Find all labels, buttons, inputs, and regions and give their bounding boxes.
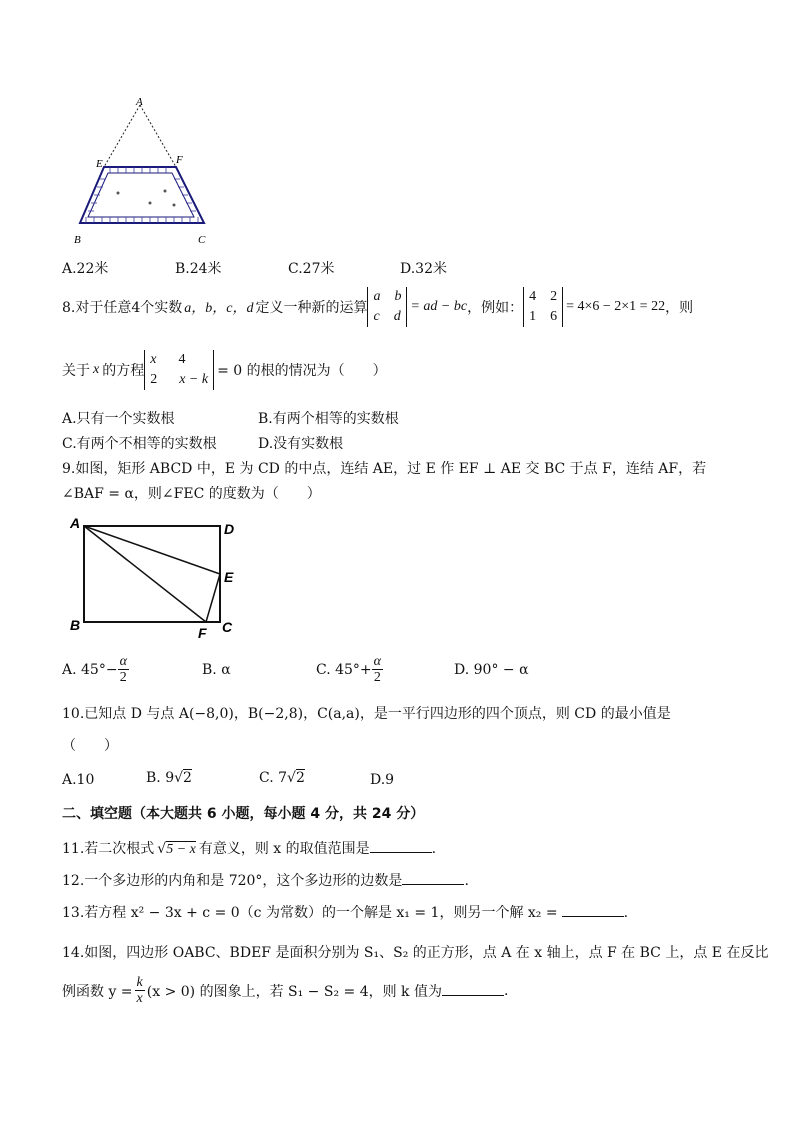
q10-line1: 10.已知点 D 与点 A(−8,0)，B(−2,8)，C(a,a)，是一平行四边形的四个顶点，则 CD 的最小值是 xyxy=(62,706,671,722)
det-cell: x xyxy=(150,352,157,367)
q7-option-b: B.24米 xyxy=(175,261,222,277)
q8-option-a: A.只有一个实数根 xyxy=(62,411,175,427)
q8-vars: a，b，c，d xyxy=(184,301,254,316)
q8-option-c: C.有两个不相等的实数根 xyxy=(62,436,217,452)
q13-end: . xyxy=(623,905,629,921)
q13-blank xyxy=(562,902,624,917)
q10-opt-b-text: B. 9 xyxy=(146,770,175,786)
q7-label-a: A xyxy=(136,96,143,108)
q8-line2-mid: 的方程 xyxy=(102,363,145,379)
q9-option-b: B. α xyxy=(202,662,231,678)
q7-label-b: B xyxy=(74,234,81,246)
det-cell: x − k xyxy=(179,372,209,387)
frac-num: α xyxy=(119,654,127,669)
det-cell: 4 xyxy=(529,289,537,304)
q7-label-c: C xyxy=(198,234,206,246)
q9-label-b: B xyxy=(70,617,81,633)
q10-option-b xyxy=(146,770,192,786)
q13 xyxy=(62,902,628,922)
q14-frac xyxy=(135,975,145,1006)
q11-end: . xyxy=(431,841,437,857)
q8-example-val: = 4×6 − 2×1 = 22 xyxy=(566,299,666,314)
sqrt-icon: √ xyxy=(287,770,296,786)
q12 xyxy=(62,870,469,890)
det-cell: c xyxy=(373,309,380,324)
q9-label-e: E xyxy=(224,569,234,585)
det-cell: a xyxy=(373,289,381,304)
q8-line2-lead: 关于 xyxy=(62,363,90,379)
q8-mid: 定义一种新的运算 xyxy=(255,300,368,316)
det-cell: 2 xyxy=(550,289,558,304)
q9-label-d: D xyxy=(224,521,235,537)
frac-num: k xyxy=(136,975,143,990)
det-cell: 2 xyxy=(150,372,158,387)
q8-line2-tail: = 0 的根的情况为（ ） xyxy=(217,363,387,379)
q8-line2-x: x xyxy=(93,362,100,377)
q9-line2: ∠BAF = α，则∠FEC 的度数为（ ） xyxy=(62,486,321,502)
q10-option-d: D.9 xyxy=(370,772,395,788)
q8-def: = ad − bc xyxy=(410,299,468,314)
q7-label-e: E xyxy=(96,158,103,170)
q11-pre: 11.若二次根式 xyxy=(62,841,155,857)
q14-line1: 14.如图，四边形 OABC、BDEF 是面积分别为 S₁、S₂ 的正方形，点 A 在 x 轴上，点 F 在 BC 上，点 E 在反比 xyxy=(62,945,769,961)
q9-opt-c-frac xyxy=(372,654,383,685)
q9-label-c: C xyxy=(222,619,233,635)
q8-line1 xyxy=(62,287,693,327)
q8-option-b: B.有两个相等的实数根 xyxy=(258,411,399,427)
q7-option-c: C.27米 xyxy=(288,261,335,277)
q10-line2: （ ） xyxy=(62,738,118,754)
q14-end: . xyxy=(503,982,509,999)
q7-option-a: A.22米 xyxy=(62,261,109,277)
q7-option-d: D.32米 xyxy=(400,261,447,277)
q14-pre: 例函数 y = xyxy=(62,983,133,1000)
q14-line2 xyxy=(62,975,508,1006)
q7-figure xyxy=(70,95,220,255)
q9-opt-c-text: C. 45°+ xyxy=(316,661,372,678)
q9-figure xyxy=(64,512,244,642)
det-cell: 1 xyxy=(529,309,537,324)
q10-option-c xyxy=(259,770,305,786)
q8-intro: 8.对于任意4个实数 xyxy=(62,300,183,316)
sqrt-icon: √ xyxy=(174,770,184,786)
q11 xyxy=(62,838,436,858)
q9-option-d: D. 90° − α xyxy=(454,662,529,678)
q9-option-a xyxy=(62,654,129,685)
q8-example-lead: ，例如： xyxy=(467,300,524,316)
q9-opt-a-text: A. 45°− xyxy=(62,661,118,678)
q11-radicand: 5 − x xyxy=(166,842,196,857)
sqrt-icon: √ xyxy=(157,841,167,857)
q10-opt-c-root: 2 xyxy=(295,770,305,786)
frac-den: 2 xyxy=(119,670,127,685)
q8-tail: ，则 xyxy=(665,300,694,316)
q8-line2 xyxy=(62,350,387,390)
q14-post: (x > 0) 的图象上，若 S₁ − S₂ = 4，则 k 值为 xyxy=(146,983,442,1000)
q12-blank xyxy=(402,870,464,885)
q8-det xyxy=(367,287,407,327)
q9-line1: 9.如图，矩形 ABCD 中，E 为 CD 的中点，连结 AE，过 E 作 EF ⊥ AE 交 BC 于点 F，连结 AF，若 xyxy=(62,461,707,477)
frac-den: 2 xyxy=(373,670,381,685)
q13-text: 13.若方程 x² − 3x + c = 0（c 为常数）的一个解是 x₁ = 1，则另一个解 x₂ = xyxy=(62,905,558,921)
q14-blank xyxy=(442,981,504,996)
det-cell: d xyxy=(393,309,401,324)
q9-label-f: F xyxy=(198,625,207,641)
q12-end: . xyxy=(464,873,469,889)
q11-post: 有意义，则 x 的取值范围是 xyxy=(198,841,370,857)
frac-num: α xyxy=(373,654,382,669)
q10-option-a: A.10 xyxy=(62,772,95,788)
section-2-heading: 二、填空题（本大题共 6 小题，每小题 4 分，共 24 分） xyxy=(62,806,425,822)
q8-option-d: D.没有实数根 xyxy=(258,436,344,452)
q11-blank xyxy=(370,838,432,853)
det-cell: 6 xyxy=(550,309,558,324)
q10-opt-b-root: 2 xyxy=(183,770,192,786)
q10-opt-c-text: C. 7 xyxy=(259,770,288,786)
q7-label-f: F xyxy=(176,154,183,166)
det-cell: b xyxy=(394,289,402,304)
q9-label-a: A xyxy=(70,515,81,531)
q8-example-det xyxy=(523,287,563,327)
q9-option-c xyxy=(316,654,383,685)
frac-den: x xyxy=(136,991,143,1006)
q12-text: 12.一个多边形的内角和是 720°，这个多边形的边数是 xyxy=(62,873,403,889)
det-cell: 4 xyxy=(178,352,186,367)
q8-eq-det xyxy=(144,350,214,390)
q9-opt-a-frac xyxy=(118,654,129,685)
